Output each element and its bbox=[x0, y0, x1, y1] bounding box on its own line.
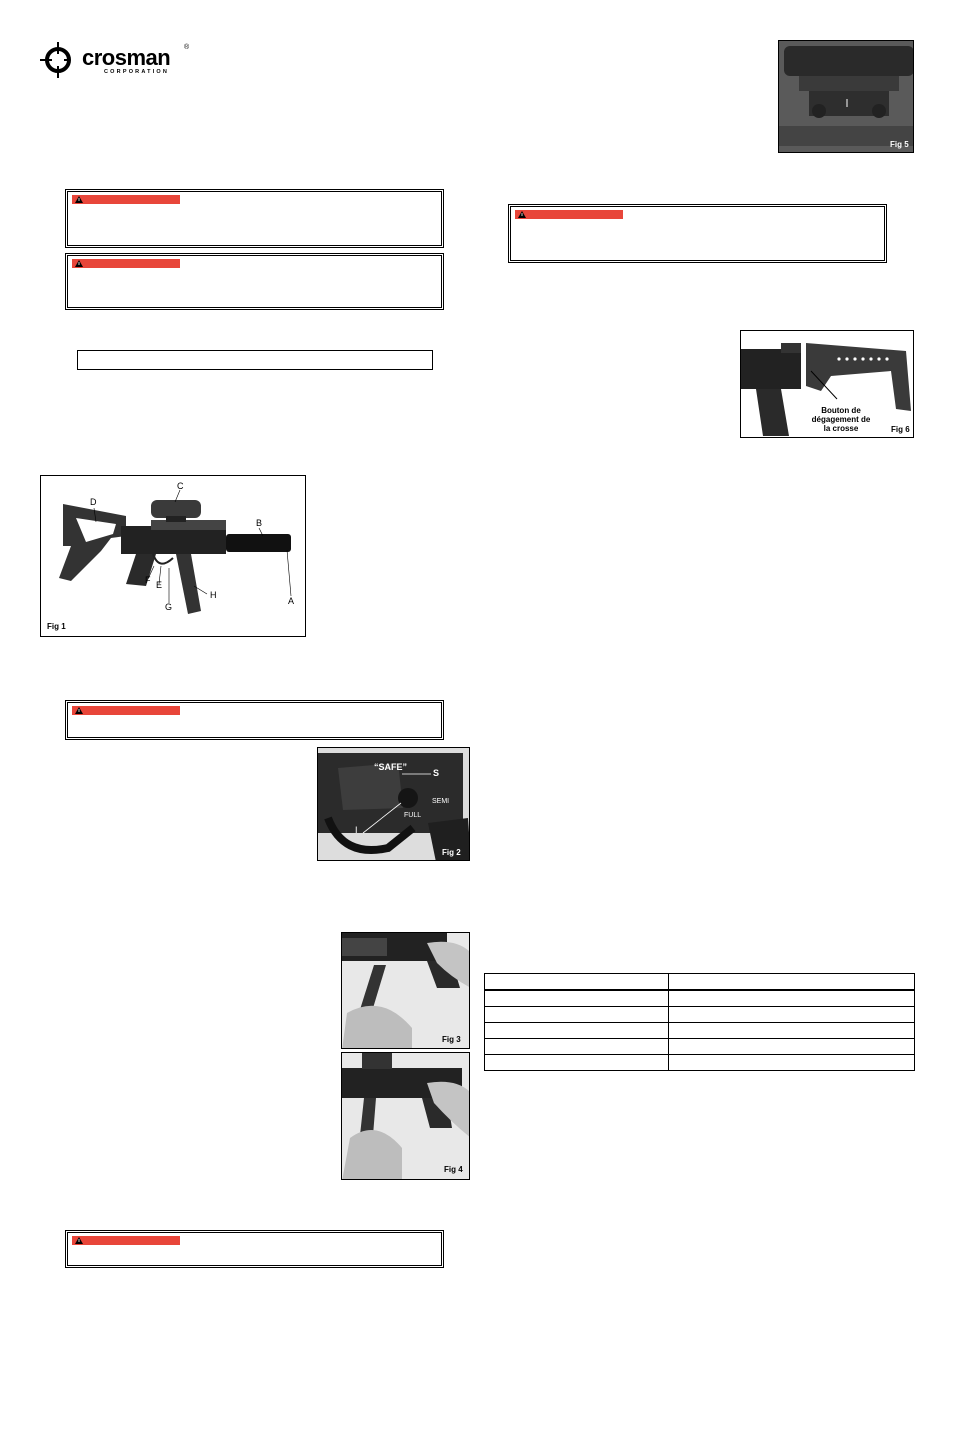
crosshair-logo-icon bbox=[38, 40, 78, 80]
i-label: I bbox=[355, 825, 358, 835]
table-row bbox=[485, 1055, 915, 1071]
caption-line-1: Bouton de bbox=[821, 406, 861, 415]
warning-tag bbox=[72, 706, 180, 715]
table-row bbox=[485, 990, 915, 1007]
logo-wordmark: crosman bbox=[82, 45, 171, 70]
callout-d: D bbox=[90, 497, 97, 507]
stock-release-caption bbox=[801, 406, 881, 433]
callout-h: H bbox=[210, 590, 217, 600]
figure-label: Fig 5 bbox=[890, 140, 909, 149]
figure-2-safety-selector bbox=[317, 747, 470, 861]
safe-label: “SAFE” bbox=[374, 762, 408, 772]
table-cell bbox=[669, 1055, 915, 1071]
caption-line-3: la crosse bbox=[823, 424, 859, 433]
warning-triangle-icon bbox=[75, 196, 83, 203]
callout-a: A bbox=[288, 596, 295, 606]
callout-c: C bbox=[177, 481, 184, 491]
gun-overview-illustration bbox=[41, 476, 306, 637]
semi-label: SEMI bbox=[432, 798, 450, 805]
table-cell bbox=[669, 990, 915, 1007]
table-header-row bbox=[485, 974, 915, 991]
warning-box-4 bbox=[65, 700, 444, 740]
crosman-logo bbox=[38, 40, 190, 80]
figure-label: Fig 2 bbox=[442, 848, 461, 857]
rail-mount-photo bbox=[779, 41, 914, 153]
callout-e: E bbox=[156, 580, 163, 590]
table-cell bbox=[485, 1023, 669, 1039]
figure-3-insert-magazine bbox=[341, 932, 470, 1049]
note-box bbox=[77, 350, 433, 370]
warning-tag bbox=[72, 1236, 180, 1245]
table-cell bbox=[485, 974, 669, 991]
logo-registered: ® bbox=[184, 44, 190, 51]
spec-table bbox=[484, 973, 915, 1071]
warning-box-3 bbox=[508, 204, 887, 263]
full-label: FULL bbox=[404, 812, 422, 819]
caption-line-2: dégagement de bbox=[811, 415, 871, 424]
s-label: S bbox=[433, 768, 440, 778]
warning-tag bbox=[515, 210, 623, 219]
table-row bbox=[485, 1039, 915, 1055]
table-cell bbox=[485, 1039, 669, 1055]
figure-1-gun-overview bbox=[40, 475, 306, 637]
callout-g: G bbox=[165, 602, 173, 612]
table-row bbox=[485, 1007, 915, 1023]
magazine-seated-photo bbox=[342, 1053, 470, 1180]
warning-box-1 bbox=[65, 189, 444, 248]
warning-triangle-icon bbox=[75, 1237, 83, 1244]
warning-triangle-icon bbox=[75, 260, 83, 267]
warning-triangle-icon bbox=[75, 707, 83, 714]
warning-box-5 bbox=[65, 1230, 444, 1268]
table-cell bbox=[485, 1055, 669, 1071]
logo-subtitle: CORPORATION bbox=[104, 69, 170, 75]
figure-5-rail-mount bbox=[778, 40, 914, 153]
figure-6-stock-release bbox=[740, 330, 914, 438]
figure-label: Fig 4 bbox=[444, 1165, 463, 1174]
warning-tag bbox=[72, 195, 180, 204]
figure-label: Fig 3 bbox=[442, 1035, 461, 1044]
table-cell bbox=[669, 1039, 915, 1055]
table-cell bbox=[669, 974, 915, 991]
figure-4-magazine-seated bbox=[341, 1052, 470, 1180]
callout-f: F bbox=[145, 575, 151, 585]
table-cell bbox=[485, 990, 669, 1007]
table-cell bbox=[485, 1007, 669, 1023]
warning-box-2 bbox=[65, 253, 444, 310]
figure-label: Fig 6 bbox=[891, 425, 910, 434]
warning-tag bbox=[72, 259, 180, 268]
warning-triangle-icon bbox=[518, 211, 526, 218]
insert-magazine-photo bbox=[342, 933, 470, 1049]
table-cell bbox=[669, 1007, 915, 1023]
callout-b: B bbox=[256, 518, 263, 528]
table-cell bbox=[669, 1023, 915, 1039]
figure-label: Fig 1 bbox=[47, 622, 66, 631]
table-row bbox=[485, 1023, 915, 1039]
